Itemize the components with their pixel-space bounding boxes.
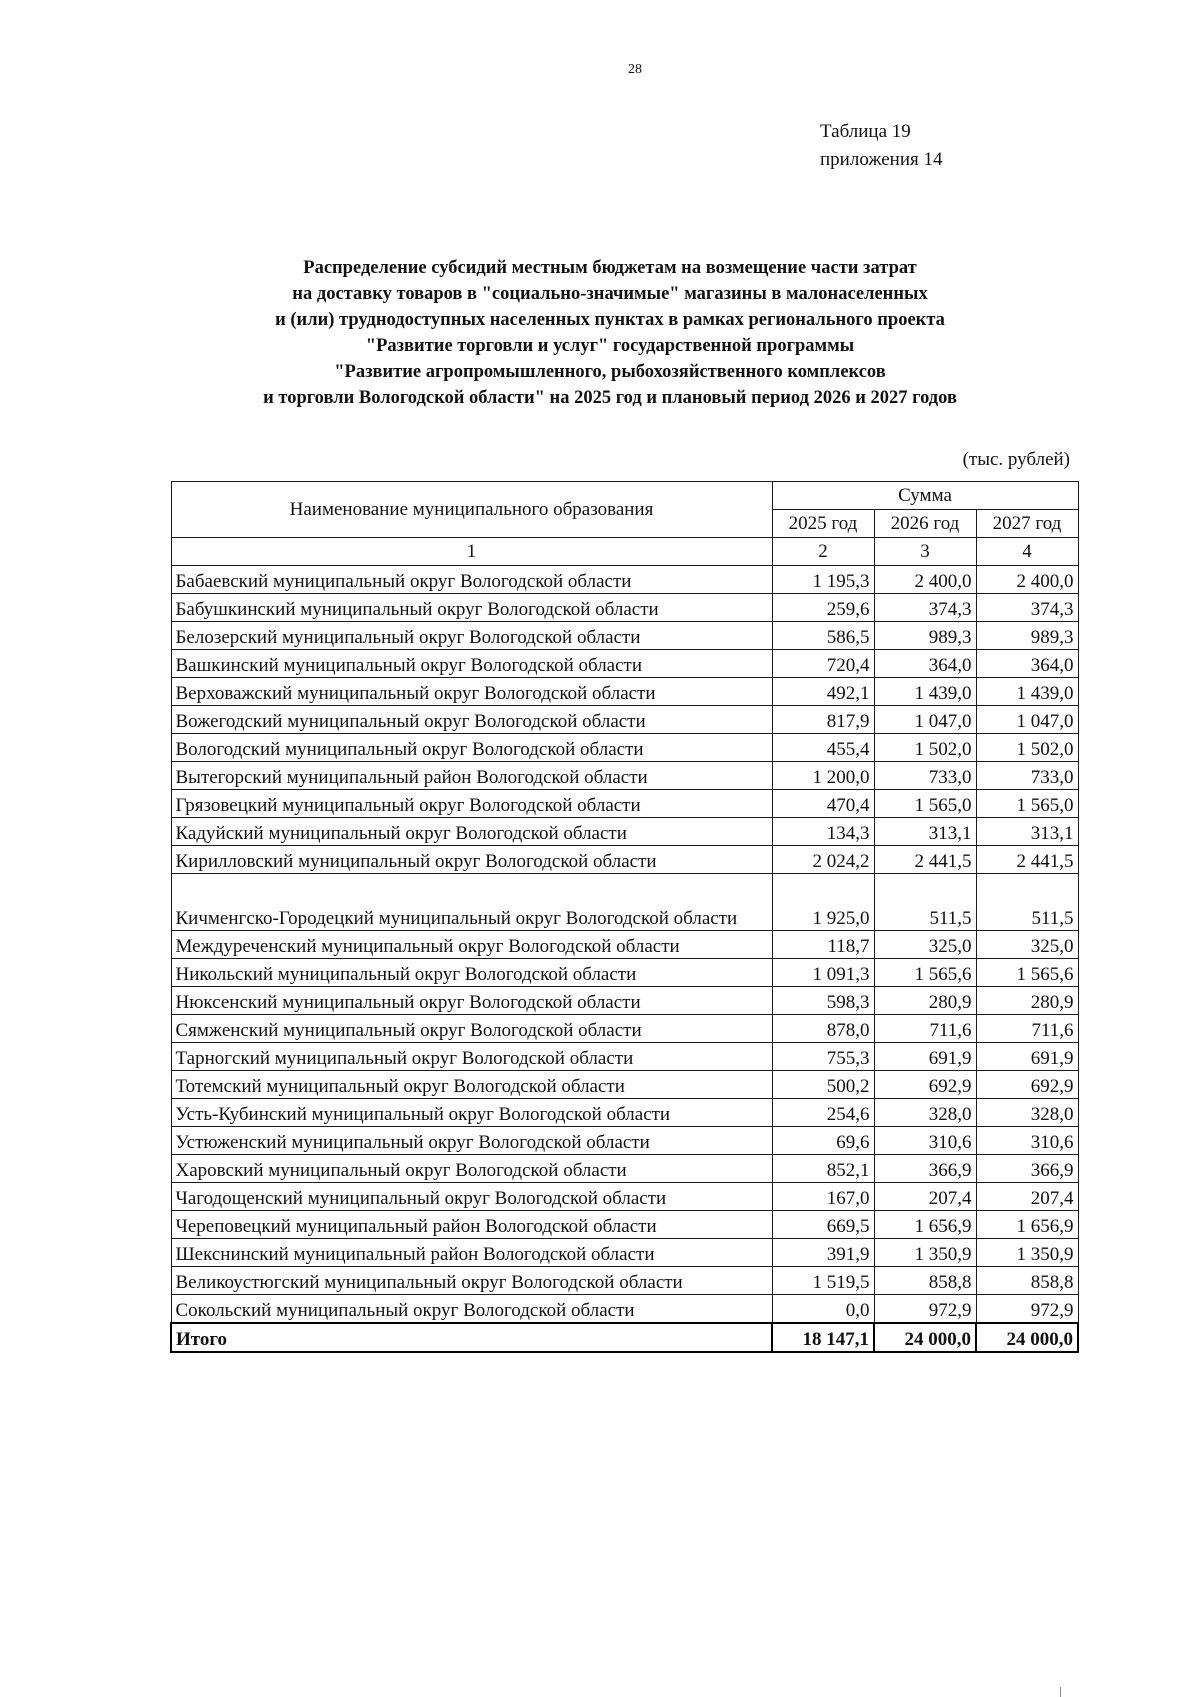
table-row (171, 1295, 1078, 1324)
value-2027: 511,5 (976, 874, 1078, 931)
value-2026: 1 439,0 (874, 678, 976, 706)
title-line: и (или) труднодоступных населенных пунктах в рамках регионального проекта (275, 310, 945, 330)
value-2027: 313,1 (976, 818, 1078, 846)
value-2025: 1 925,0 (772, 874, 874, 931)
value-2027: 858,8 (976, 1267, 1078, 1295)
value-2025: 254,6 (772, 1099, 874, 1127)
table-label-appendix: приложения 14 (820, 149, 943, 170)
value-2027: 972,9 (976, 1295, 1078, 1324)
title-line: и торговли Вологодской области" на 2025 год и плановый период 2026 и 2027 годов (263, 388, 957, 408)
value-2027: 328,0 (976, 1099, 1078, 1127)
municipality-name: Вашкинский муниципальный округ Вологодской области (171, 650, 772, 678)
value-2027: 692,9 (976, 1071, 1078, 1099)
municipality-name: Никольский муниципальный округ Вологодской области (171, 959, 772, 987)
municipality-name: Кичменгско-Городецкий муниципальный округ Вологодской области (171, 874, 772, 931)
table-row (171, 818, 1078, 846)
title-line: "Развитие торговли и услуг" государственной программы (365, 336, 855, 356)
value-2025: 720,4 (772, 650, 874, 678)
value-2025: 1 200,0 (772, 762, 874, 790)
table-row (171, 762, 1078, 790)
document-title (160, 255, 1060, 411)
table-row (171, 706, 1078, 734)
total-row (171, 1323, 1078, 1352)
value-2027: 2 441,5 (976, 846, 1078, 874)
municipality-name: Сямженский муниципальный округ Вологодской области (171, 1015, 772, 1043)
value-2025: 852,1 (772, 1155, 874, 1183)
municipality-name: Бабаевский муниципальный округ Вологодской области (171, 566, 772, 594)
table-row (171, 622, 1078, 650)
value-2026: 711,6 (874, 1015, 976, 1043)
column-header-2027: 2027 год (976, 510, 1078, 538)
value-2026: 1 350,9 (874, 1239, 976, 1267)
value-2026: 691,9 (874, 1043, 976, 1071)
value-2026: 207,4 (874, 1183, 976, 1211)
municipality-name: Усть-Кубинский муниципальный округ Вологодской области (171, 1099, 772, 1127)
column-header-2026: 2026 год (874, 510, 976, 538)
value-2027: 1 565,6 (976, 959, 1078, 987)
value-2027: 1 350,9 (976, 1239, 1078, 1267)
table-row (171, 874, 1078, 931)
table-row (171, 1127, 1078, 1155)
value-2027: 207,4 (976, 1183, 1078, 1211)
table-row (171, 594, 1078, 622)
value-2025: 470,4 (772, 790, 874, 818)
value-2027: 691,9 (976, 1043, 1078, 1071)
table-row (171, 1099, 1078, 1127)
table-row (171, 959, 1078, 987)
municipality-name: Нюксенский муниципальный округ Вологодской области (171, 987, 772, 1015)
table-row (171, 1015, 1078, 1043)
municipality-name: Верховажский муниципальный округ Вологодской области (171, 678, 772, 706)
table-label (820, 118, 942, 174)
table-row (171, 987, 1078, 1015)
municipality-name: Кирилловский муниципальный округ Вологодской области (171, 846, 772, 874)
municipality-name: Вологодский муниципальный округ Вологодской области (171, 734, 772, 762)
value-2026: 1 656,9 (874, 1211, 976, 1239)
municipality-name: Шекснинский муниципальный район Вологодской области (171, 1239, 772, 1267)
value-2027: 733,0 (976, 762, 1078, 790)
value-2027: 1 047,0 (976, 706, 1078, 734)
column-header-2025: 2025 год (772, 510, 874, 538)
column-index: 4 (976, 538, 1078, 566)
value-2026: 989,3 (874, 622, 976, 650)
units-note: (тыс. рублей) (962, 449, 1070, 470)
value-2025: 1 519,5 (772, 1267, 874, 1295)
value-2025: 669,5 (772, 1211, 874, 1239)
municipality-name: Харовский муниципальный округ Вологодской области (171, 1155, 772, 1183)
municipality-name: Череповецкий муниципальный район Вологодской области (171, 1211, 772, 1239)
value-2026: 364,0 (874, 650, 976, 678)
total-2025: 18 147,1 (772, 1323, 874, 1352)
value-2027: 366,9 (976, 1155, 1078, 1183)
subsidy-table (170, 481, 1079, 1353)
value-2025: 817,9 (772, 706, 874, 734)
value-2026: 366,9 (874, 1155, 976, 1183)
table-row (171, 1155, 1078, 1183)
column-header-name: Наименование муниципального образования (171, 482, 772, 538)
value-2026: 1 565,0 (874, 790, 976, 818)
table-row (171, 678, 1078, 706)
municipality-name: Бабушкинский муниципальный округ Вологодской области (171, 594, 772, 622)
table-row (171, 1239, 1078, 1267)
value-2027: 325,0 (976, 931, 1078, 959)
value-2025: 878,0 (772, 1015, 874, 1043)
total-label: Итого (171, 1323, 772, 1352)
value-2025: 2 024,2 (772, 846, 874, 874)
municipality-name: Вожегодский муниципальный округ Вологодской области (171, 706, 772, 734)
value-2025: 69,6 (772, 1127, 874, 1155)
table-body (171, 566, 1078, 1324)
value-2026: 2 441,5 (874, 846, 976, 874)
value-2025: 134,3 (772, 818, 874, 846)
table-row (171, 1071, 1078, 1099)
value-2025: 598,3 (772, 987, 874, 1015)
municipality-name: Сокольский муниципальный округ Вологодской области (171, 1295, 772, 1324)
value-2025: 118,7 (772, 931, 874, 959)
value-2025: 391,9 (772, 1239, 874, 1267)
table-row (171, 734, 1078, 762)
value-2026: 1 047,0 (874, 706, 976, 734)
municipality-name: Грязовецкий муниципальный округ Вологодской области (171, 790, 772, 818)
column-index: 3 (874, 538, 976, 566)
value-2025: 167,0 (772, 1183, 874, 1211)
value-2026: 374,3 (874, 594, 976, 622)
value-2026: 325,0 (874, 931, 976, 959)
table-row (171, 1211, 1078, 1239)
value-2027: 374,3 (976, 594, 1078, 622)
value-2026: 511,5 (874, 874, 976, 931)
value-2027: 310,6 (976, 1127, 1078, 1155)
title-line: на доставку товаров в "социально-значимые" магазины в малонаселенных (292, 284, 928, 304)
value-2027: 989,3 (976, 622, 1078, 650)
value-2025: 755,3 (772, 1043, 874, 1071)
value-2025: 492,1 (772, 678, 874, 706)
municipality-name: Белозерский муниципальный округ Вологодской области (171, 622, 772, 650)
value-2027: 2 400,0 (976, 566, 1078, 594)
title-line: "Развитие агропромышленного, рыбохозяйственного комплексов (334, 362, 886, 382)
title-line: Распределение субсидий местным бюджетам на возмещение части затрат (303, 258, 917, 278)
value-2025: 455,4 (772, 734, 874, 762)
table-row (171, 566, 1078, 594)
value-2027: 364,0 (976, 650, 1078, 678)
municipality-name: Чагодощенский муниципальный округ Вологодской области (171, 1183, 772, 1211)
value-2026: 328,0 (874, 1099, 976, 1127)
value-2026: 1 565,6 (874, 959, 976, 987)
value-2026: 858,8 (874, 1267, 976, 1295)
municipality-name: Кадуйский муниципальный округ Вологодской области (171, 818, 772, 846)
table-row (171, 846, 1078, 874)
value-2026: 733,0 (874, 762, 976, 790)
table-row (171, 931, 1078, 959)
table-label-number: Таблица 19 (820, 121, 911, 142)
table-row (171, 1183, 1078, 1211)
municipality-name: Великоустюгский муниципальный округ Вологодской области (171, 1267, 772, 1295)
value-2025: 259,6 (772, 594, 874, 622)
value-2026: 972,9 (874, 1295, 976, 1324)
value-2026: 310,6 (874, 1127, 976, 1155)
table-row (171, 1267, 1078, 1295)
value-2026: 2 400,0 (874, 566, 976, 594)
value-2027: 1 565,0 (976, 790, 1078, 818)
column-index: 2 (772, 538, 874, 566)
column-index: 1 (171, 538, 772, 566)
municipality-name: Тотемский муниципальный округ Вологодской области (171, 1071, 772, 1099)
total-2027: 24 000,0 (976, 1323, 1078, 1352)
table-row (171, 650, 1078, 678)
value-2027: 1 502,0 (976, 734, 1078, 762)
value-2026: 280,9 (874, 987, 976, 1015)
value-2025: 586,5 (772, 622, 874, 650)
table-row (171, 1043, 1078, 1071)
municipality-name: Междуреченский муниципальный округ Вологодской области (171, 931, 772, 959)
scan-edge-mark (1060, 1687, 1181, 1697)
value-2026: 1 502,0 (874, 734, 976, 762)
value-2026: 692,9 (874, 1071, 976, 1099)
value-2026: 313,1 (874, 818, 976, 846)
value-2025: 1 195,3 (772, 566, 874, 594)
value-2025: 1 091,3 (772, 959, 874, 987)
value-2025: 0,0 (772, 1295, 874, 1324)
value-2027: 280,9 (976, 987, 1078, 1015)
municipality-name: Вытегорский муниципальный район Вологодской области (171, 762, 772, 790)
column-header-sum: Сумма (772, 482, 1078, 510)
municipality-name: Устюженский муниципальный округ Вологодской области (171, 1127, 772, 1155)
table-row (171, 790, 1078, 818)
value-2025: 500,2 (772, 1071, 874, 1099)
value-2027: 1 439,0 (976, 678, 1078, 706)
page-number: 28 (628, 62, 642, 77)
value-2027: 1 656,9 (976, 1211, 1078, 1239)
value-2027: 711,6 (976, 1015, 1078, 1043)
total-2026: 24 000,0 (874, 1323, 976, 1352)
municipality-name: Тарногский муниципальный округ Вологодской области (171, 1043, 772, 1071)
